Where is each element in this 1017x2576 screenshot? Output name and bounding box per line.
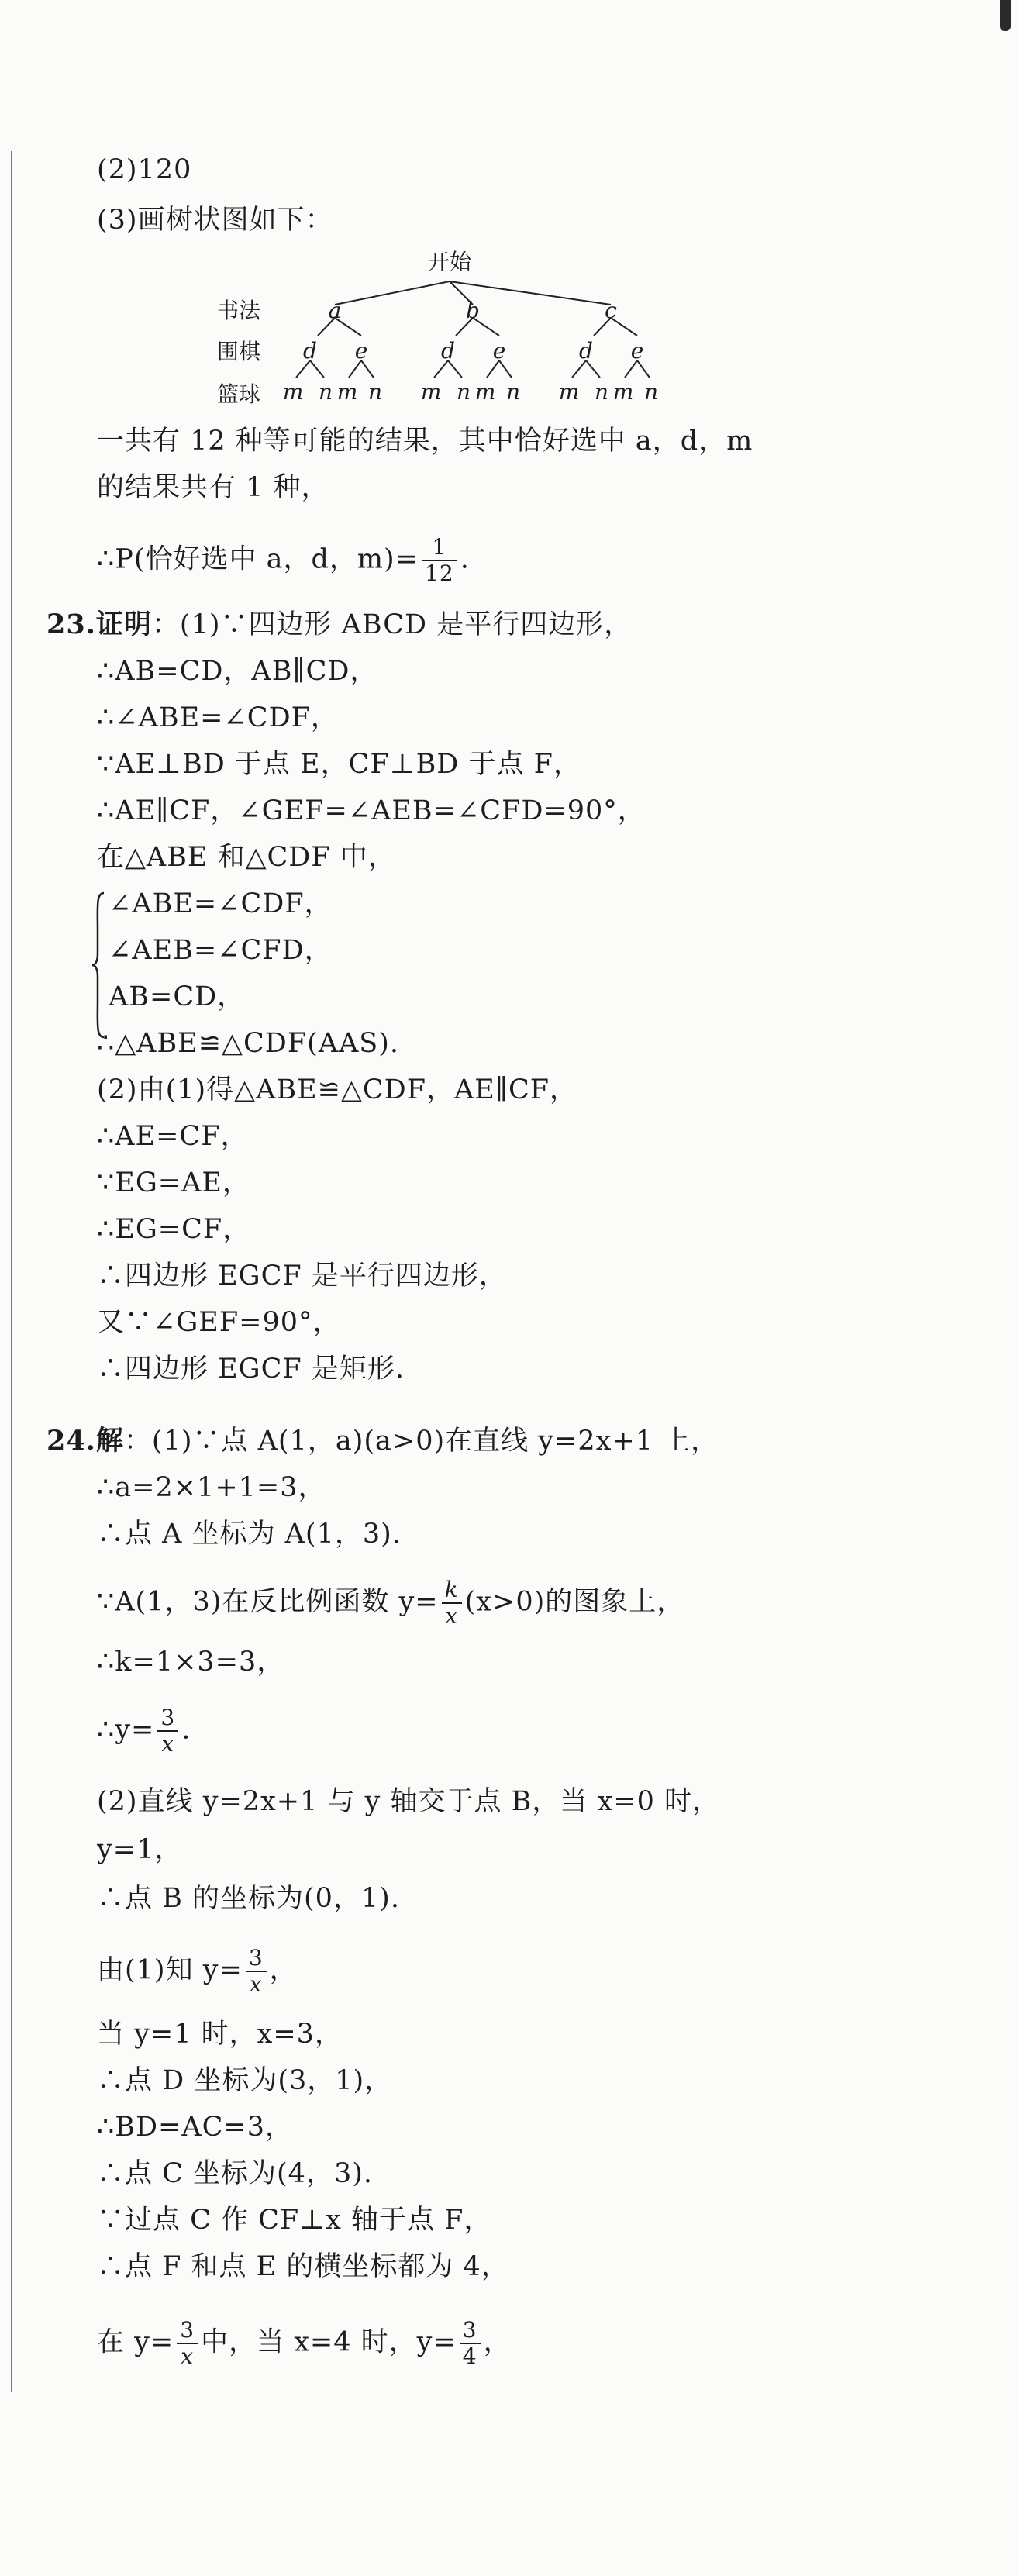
- solution-line: ∴点 C 坐标为(4，3).: [97, 2158, 374, 2189]
- solution-line: [97, 2318, 512, 2369]
- problem-23-line-1: [47, 606, 632, 643]
- proof-line: 又∵∠GEF=90°，: [97, 1307, 341, 1338]
- solution-line: 当 y=1 时，x=3，: [97, 2019, 343, 2050]
- solution-line: ∴点 D 坐标为(3，1)，: [97, 2065, 393, 2096]
- proof-line: 在△ABE 和△CDF 中，: [97, 842, 396, 873]
- tree-node-c: c: [605, 298, 617, 323]
- margin-line: [11, 151, 12, 2392]
- tree-leaf-m: m: [474, 379, 496, 405]
- tree-node-d: d: [441, 338, 455, 364]
- probability-line: [97, 535, 470, 586]
- tree-leaf-n: n: [318, 379, 333, 405]
- proof-line: ∴四边形 EGCF 是平行四边形，: [97, 1260, 507, 1291]
- proof-line: ∴四边形 EGCF 是矩形.: [97, 1354, 405, 1385]
- proof-text: ：(1)∵四边形 ABCD 是平行四边形，: [151, 609, 633, 640]
- tree-node-d: d: [579, 338, 593, 364]
- result-favorable-line: 的结果共有 1 种，: [97, 472, 329, 503]
- problem-heading: 解: [95, 1425, 124, 1457]
- proof-line: ∵AE⊥BD 于点 E，CF⊥BD 于点 F，: [97, 749, 581, 780]
- answer-part2: (2)120: [97, 154, 192, 185]
- punctuation: .: [181, 1714, 191, 1746]
- problem-number: 23.: [47, 609, 96, 640]
- solution-text: ∵A(1，3)在反比例函数 y=: [97, 1586, 439, 1618]
- answer-part3-intro: (3)画树状图如下：: [97, 205, 333, 236]
- tree-leaf-n: n: [643, 379, 659, 405]
- tree-node-d: d: [303, 338, 317, 364]
- proof-line: ∴AE=CF，: [97, 1121, 249, 1152]
- solution-text: ：(1)∵点 A(1，a)(a>0)在直线 y=2x+1 上，: [123, 1426, 719, 1457]
- tree-leaf-m: m: [282, 379, 304, 405]
- tree-row-label-calligraphy: 书法: [217, 298, 261, 323]
- tree-leaf-n: n: [456, 379, 471, 405]
- proof-line: ∴∠ABE=∠CDF，: [97, 702, 339, 733]
- brace-symbol: [91, 891, 105, 1039]
- solution-line: ∴a=2×1+1=3，: [97, 1472, 326, 1503]
- fraction-denominator: x: [161, 1731, 175, 1757]
- fraction-denominator: x: [181, 2343, 195, 2369]
- fraction: [177, 2318, 198, 2369]
- tree-node-e: e: [492, 338, 506, 364]
- tree-node-e: e: [354, 338, 368, 364]
- fraction-denominator: 12: [425, 560, 454, 586]
- tree-leaf-m: m: [558, 379, 580, 405]
- solution-text: 中，当 x=4 时，y=: [201, 2326, 457, 2358]
- fraction-denominator: x: [249, 1971, 263, 1997]
- tree-leaf-n: n: [505, 379, 521, 405]
- proof-line: ∴AB=CD，AB∥CD，: [97, 656, 378, 687]
- page-corner-mark: [1000, 0, 1011, 31]
- solution-text: 由(1)知 y=: [97, 1954, 243, 1986]
- fraction-numerator: 3: [177, 2318, 198, 2344]
- solution-text: (x>0)的图象上，: [464, 1586, 685, 1618]
- fraction: [460, 2318, 481, 2369]
- solution-line: [97, 1578, 684, 1629]
- solution-line: (2)直线 y=2x+1 与 y 轴交于点 B，当 x=0 时，: [97, 1786, 720, 1817]
- congruence-condition: AB=CD，: [109, 981, 246, 1012]
- tree-leaf-n: n: [594, 379, 609, 405]
- solution-text: 在 y=: [97, 2326, 174, 2358]
- fraction: [422, 535, 457, 586]
- solution-line: [97, 1705, 191, 1757]
- fraction-numerator: k: [442, 1578, 462, 1604]
- congruence-condition: ∠ABE=∠CDF，: [109, 888, 333, 919]
- tree-row-label-go: 围棋: [217, 339, 261, 364]
- solution-line: [97, 1946, 298, 1997]
- fraction-numerator: 3: [460, 2318, 481, 2344]
- fraction-denominator: 4: [462, 2343, 477, 2369]
- fraction-denominator: x: [445, 1603, 458, 1629]
- solution-line: ∴k=1×3=3，: [97, 1647, 285, 1678]
- fraction: [442, 1578, 462, 1629]
- congruence-condition: ∠AEB=∠CFD，: [109, 935, 333, 966]
- problem-number: 24.: [47, 1425, 96, 1457]
- fraction: [157, 1705, 178, 1757]
- solution-line: ∴点 F 和点 E 的横坐标都为 4，: [97, 2251, 509, 2282]
- proof-line: (2)由(1)得△ABE≌△CDF，AE∥CF，: [97, 1074, 578, 1105]
- punctuation: ，: [483, 2326, 512, 2358]
- tree-node-a: a: [328, 298, 342, 323]
- problem-heading: 证明: [95, 609, 152, 640]
- proof-line: ∴EG=CF，: [97, 1214, 251, 1245]
- tree-leaf-m: m: [612, 379, 634, 405]
- tree-diagram: [209, 244, 690, 415]
- problem-24-line-1: [47, 1422, 719, 1460]
- solution-line: y=1，: [97, 1834, 183, 1865]
- tree-node-b: b: [466, 298, 480, 323]
- fraction-numerator: 3: [246, 1946, 267, 1972]
- proof-line: ∴AE∥CF，∠GEF=∠AEB=∠CFD=90°，: [97, 795, 646, 826]
- solution-text: ∴y=: [97, 1714, 155, 1746]
- punctuation: ，: [269, 1954, 298, 1986]
- tree-node-e: e: [630, 338, 644, 364]
- solution-line: ∵过点 C 作 CF⊥x 轴于点 F，: [97, 2205, 492, 2236]
- fraction-numerator: 1: [422, 535, 457, 561]
- probability-text: ∴P(恰好选中 a，d，m)=: [97, 543, 419, 575]
- punctuation: .: [460, 543, 470, 575]
- solution-line: ∴点 B 的坐标为(0，1).: [97, 1883, 400, 1914]
- tree-leaf-m: m: [420, 379, 442, 405]
- tree-leaf-n: n: [367, 379, 383, 405]
- proof-line: ∵EG=AE，: [97, 1167, 250, 1198]
- fraction-numerator: 3: [157, 1705, 178, 1732]
- tree-leaf-m: m: [336, 379, 358, 405]
- tree-row-label-basketball: 篮球: [217, 381, 261, 407]
- solution-line: ∴BD=AC=3，: [97, 2112, 294, 2143]
- solution-line: ∴点 A 坐标为 A(1，3).: [97, 1519, 402, 1550]
- fraction: [246, 1946, 267, 1997]
- proof-line: ∴△ABE≌△CDF(AAS).: [97, 1028, 400, 1059]
- result-count-line: 一共有 12 种等可能的结果，其中恰好选中 a，d，m: [97, 426, 753, 457]
- tree-root-label: 开始: [427, 249, 472, 274]
